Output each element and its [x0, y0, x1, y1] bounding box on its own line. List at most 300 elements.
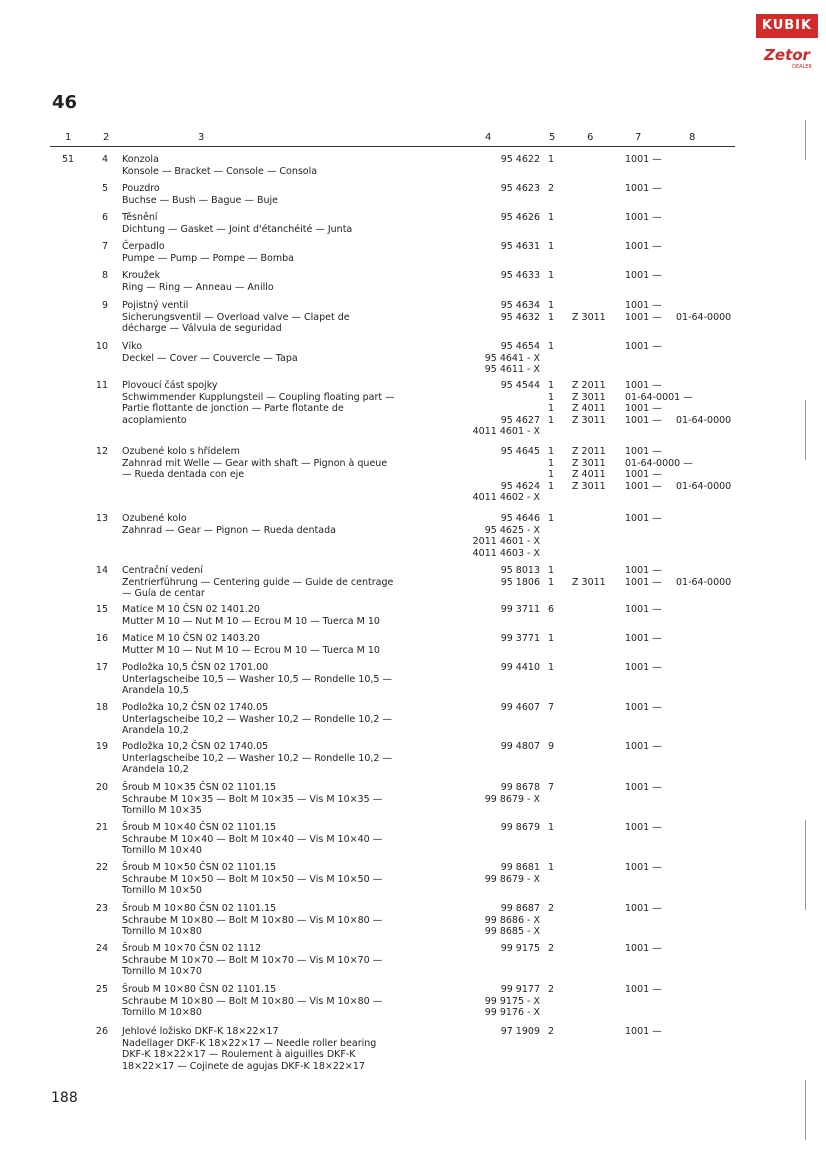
quantity-line: 2 [548, 903, 555, 914]
part-number [460, 154, 540, 166]
part-description-line: Deckel — Cover — Couvercle — Tapa [122, 352, 298, 364]
applicability-code [625, 300, 680, 323]
quantity-line: 2 [548, 1026, 555, 1037]
part-description [122, 862, 457, 897]
part-description-line: Tornillo M 10×50 [122, 885, 202, 896]
part-description [122, 380, 457, 426]
part-number [460, 903, 540, 938]
applicability-code [625, 633, 680, 645]
serial-number-line [676, 565, 756, 577]
quantity [548, 341, 560, 353]
part-number-line: 95 4622 [500, 154, 540, 165]
part-description [122, 702, 457, 737]
applicability-code-line: 1001 — [625, 741, 662, 752]
part-description-line: Podložka 10,5 ČSN 02 1701.00 [122, 662, 269, 673]
applicability-code-line: 01-64-0000 — [625, 457, 693, 469]
applicability-code [625, 565, 680, 588]
quantity [548, 604, 560, 616]
applicability-code-line: 1001 — [625, 414, 662, 426]
part-description [122, 822, 457, 857]
part-number-line: 95 4654 [500, 341, 540, 352]
part-number-line: 4011 4601 - X [472, 426, 540, 437]
part-number [460, 183, 540, 195]
model-note-line: Z 3011 [572, 391, 606, 403]
part-description [122, 604, 457, 627]
part-number-line: 95 4632 [500, 311, 540, 323]
applicability-code-line: 1001 — [625, 183, 662, 194]
model-note-line: Z 3011 [572, 576, 606, 588]
quantity [548, 984, 560, 996]
part-number-line: 99 8681 [500, 862, 540, 873]
margin-mark [805, 120, 806, 160]
model-note-line [572, 300, 622, 312]
applicability-code-line: 1001 — [625, 403, 662, 414]
quantity [548, 633, 560, 645]
model-note-line: Z 2011 [572, 380, 606, 391]
part-number-line: 95 4641 - X [484, 352, 540, 364]
position-number: 22 [95, 862, 108, 873]
part-description-line: Schraube M 10×80 — Bolt M 10×80 — Vis M 10×80 — [122, 995, 383, 1007]
part-number-line: 99 8686 - X [484, 914, 540, 926]
applicability-code [625, 662, 680, 674]
position-number: 5 [101, 183, 108, 194]
applicability-code-line: 1001 — [625, 270, 662, 281]
quantity [548, 903, 560, 915]
position-number: 18 [95, 702, 108, 713]
position-number: 21 [95, 822, 108, 833]
quantity [548, 741, 560, 753]
quantity-line: 1 [548, 300, 555, 311]
part-number [460, 212, 540, 224]
logo-kubik: KUBIK [756, 14, 818, 38]
part-description-line: Schraube M 10×80 — Bolt M 10×80 — Vis M 10×80 — [122, 914, 383, 926]
position-number: 6 [101, 212, 108, 223]
part-description [122, 446, 457, 481]
column-header: 5 [549, 132, 556, 143]
model-note-line [572, 565, 622, 577]
part-description [122, 154, 457, 177]
position-number: 7 [101, 241, 108, 252]
part-number-line: 95 4633 [500, 270, 540, 281]
position-number: 11 [95, 380, 108, 391]
part-description-line: Schraube M 10×35 — Bolt M 10×35 — Vis M 10×35 — [122, 793, 383, 805]
quantity [548, 513, 560, 525]
quantity [548, 565, 560, 588]
applicability-code-line: 1001 — [625, 212, 662, 223]
quantity [548, 241, 560, 253]
brand-logo [756, 14, 818, 74]
part-description-line: Centrační vedení [122, 565, 203, 576]
model-note [572, 300, 622, 323]
part-description-line: Arandela 10,2 [122, 725, 189, 736]
part-description-line: Jehlové ložisko DKF-K 18×22×17 [122, 1026, 279, 1037]
part-number [460, 513, 540, 559]
column-header: 4 [485, 132, 492, 143]
part-description [122, 241, 457, 264]
serial-number-line: 01-64-0000 [676, 311, 732, 323]
applicability-code-line: 1001 — [625, 380, 662, 391]
part-description-line: 18×22×17 — Cojinete de agujas DKF-K 18×22×17 [122, 1060, 365, 1072]
applicability-code-line: 1001 — [625, 903, 662, 914]
quantity-line: 1 [548, 822, 555, 833]
part-description-line: Šroub M 10×40 ČSN 02 1101.15 [122, 822, 277, 833]
serial-number-line [676, 446, 756, 458]
applicability-code [625, 154, 680, 166]
part-description-line: Podložka 10,2 ČSN 02 1740.05 [122, 702, 269, 713]
part-description-line: Mutter M 10 — Nut M 10 — Ecrou M 10 — Tuerca M 10 [122, 644, 380, 656]
part-number-line [460, 469, 540, 481]
part-number-line: 99 8679 [500, 822, 540, 833]
model-note-line: Z 4011 [572, 469, 606, 480]
part-description-line: Tornillo M 10×35 [122, 805, 202, 816]
part-description-line: Mutter M 10 — Nut M 10 — Ecrou M 10 — Tuerca M 10 [122, 615, 380, 627]
applicability-code-line: 1001 — [625, 565, 662, 576]
position-number: 25 [95, 984, 108, 995]
header-rule [50, 146, 735, 147]
part-number [460, 604, 540, 616]
part-description-line: Ozubené kolo [122, 513, 187, 524]
quantity-line: 6 [548, 604, 555, 615]
section-number: 46 [52, 92, 78, 113]
part-number-line: 4011 4602 - X [472, 492, 540, 503]
part-number-line: 95 4611 - X [484, 364, 540, 375]
part-number-line: 95 8013 [500, 565, 540, 576]
part-number [460, 446, 540, 504]
quantity-line: 9 [548, 741, 555, 752]
quantity [548, 1026, 560, 1038]
applicability-code [625, 446, 693, 492]
applicability-code-line: 1001 — [625, 513, 662, 524]
applicability-code-line: 1001 — [625, 1026, 662, 1037]
part-number-line: 99 8679 - X [484, 793, 540, 805]
part-description [122, 741, 457, 776]
quantity [548, 446, 560, 492]
part-description-line: Podložka 10,2 ČSN 02 1740.05 [122, 741, 269, 752]
part-description [122, 270, 457, 293]
serial-number-line [676, 403, 756, 415]
applicability-code-line: 1001 — [625, 480, 662, 492]
model-note [572, 446, 622, 492]
part-number-line: 95 4646 [500, 513, 540, 524]
part-description-line: Konsole — Bracket — Console — Consola [122, 165, 318, 177]
part-number-line: 4011 4603 - X [472, 547, 540, 559]
quantity [548, 300, 560, 323]
quantity-line: 2 [548, 943, 555, 954]
serial-number [676, 565, 756, 588]
applicability-code-line: 1001 — [625, 446, 662, 457]
applicability-code [625, 212, 680, 224]
part-description-line: Unterlagscheibe 10,5 — Washer 10,5 — Rondelle 10,5 — [122, 673, 392, 685]
quantity-line: 1 [548, 270, 555, 281]
part-description-line: Kroužek [122, 270, 161, 281]
applicability-code [625, 513, 680, 525]
part-description-line: Ozubené kolo s hřídelem [122, 446, 240, 457]
part-number [460, 1026, 540, 1038]
part-number [460, 741, 540, 753]
part-number-line: 99 9175 [500, 943, 540, 954]
part-description-line: Tornillo M 10×80 [122, 926, 202, 937]
part-description-line: Zahnrad mit Welle — Gear with shaft — Pignon à queue [122, 457, 388, 469]
part-description-line: — Guía de centar [122, 588, 205, 599]
part-description-line: Arandela 10,2 [122, 764, 189, 775]
position-number: 19 [95, 741, 108, 752]
part-description [122, 662, 457, 697]
applicability-code-line: 1001 — [625, 154, 662, 165]
part-description [122, 1026, 457, 1072]
quantity [548, 380, 560, 426]
applicability-code-line: 1001 — [625, 702, 662, 713]
part-number-line: 95 4645 [500, 446, 540, 457]
part-number-line: 99 9177 [500, 984, 540, 995]
quantity-line: 2 [548, 984, 555, 995]
position-number: 16 [95, 633, 108, 644]
applicability-code [625, 862, 680, 874]
part-number [460, 943, 540, 955]
part-number-line: 95 4634 [500, 300, 540, 311]
serial-number [676, 380, 756, 426]
quantity-line: 1 [548, 457, 555, 469]
applicability-code [625, 741, 680, 753]
part-number-line: 95 4625 - X [484, 524, 540, 536]
part-number [460, 662, 540, 674]
position-number: 4 [101, 154, 108, 165]
quantity-line: 1 [548, 446, 555, 457]
quantity-line: 1 [548, 633, 555, 644]
part-description-line: acoplamiento [122, 414, 187, 426]
applicability-code [625, 1026, 680, 1038]
part-description-line: Ring — Ring — Anneau — Anillo [122, 281, 274, 293]
part-description [122, 903, 457, 938]
model-note [572, 565, 622, 588]
applicability-code-line: 1001 — [625, 604, 662, 615]
part-description-line: Nadellager DKF-K 18×22×17 — Needle roller bearing [122, 1037, 377, 1049]
part-number [460, 380, 540, 438]
part-number-line: 99 9175 - X [484, 995, 540, 1007]
model-note-line: Z 4011 [572, 403, 606, 414]
serial-number-line: 01-64-0000 [676, 576, 732, 588]
quantity-line: 7 [548, 782, 555, 793]
applicability-code [625, 241, 680, 253]
part-number [460, 300, 540, 323]
quantity [548, 662, 560, 674]
part-description [122, 300, 457, 335]
part-description-line: Partie flottante de jonction — Parte flotante de [122, 403, 344, 414]
part-description-line: DKF-K 18×22×17 — Roulement à aiguilles DKF-K [122, 1049, 356, 1060]
quantity [548, 702, 560, 714]
part-number-line: 95 4631 [500, 241, 540, 252]
quantity-line: 1 [548, 391, 555, 403]
part-description-line: Unterlagscheibe 10,2 — Washer 10,2 — Rondelle 10,2 — [122, 713, 392, 725]
part-number-line [460, 458, 540, 470]
part-description-line: Šroub M 10×80 ČSN 02 1101.15 [122, 903, 277, 914]
applicability-code [625, 822, 680, 834]
applicability-code-line: 1001 — [625, 300, 662, 311]
part-number [460, 862, 540, 885]
part-number-line: 95 4623 [500, 183, 540, 194]
part-number [460, 702, 540, 714]
page-number: 188 [51, 1090, 78, 1106]
part-description-line: Čerpadlo [122, 241, 165, 252]
position-number: 26 [95, 1026, 108, 1037]
part-number-line: 95 4624 [500, 480, 540, 492]
model-note-line: Z 3011 [572, 457, 606, 469]
applicability-code-line: 01-64-0001 — [625, 391, 693, 403]
part-description-line: Matice M 10 ČSN 02 1403.20 [122, 633, 260, 644]
part-number-line: 99 4807 [500, 741, 540, 752]
figure-number: 51 [62, 154, 75, 165]
part-number-line [460, 403, 540, 415]
applicability-code [625, 903, 680, 915]
part-description-line: Schraube M 10×50 — Bolt M 10×50 — Vis M 10×50 — [122, 873, 383, 885]
model-note-line: Z 3011 [572, 311, 606, 323]
applicability-code-line: 1001 — [625, 576, 662, 588]
part-number [460, 241, 540, 253]
part-description-line: Plovoucí část spojky [122, 380, 218, 391]
part-description-line: Schraube M 10×40 — Bolt M 10×40 — Vis M 10×40 — [122, 833, 383, 845]
applicability-code-line: 1001 — [625, 469, 662, 480]
applicability-code [625, 380, 693, 426]
quantity-line: 1 [548, 380, 555, 391]
applicability-code [625, 270, 680, 282]
part-number-line: 2011 4601 - X [472, 536, 540, 547]
quantity-line: 7 [548, 702, 555, 713]
column-header: 6 [587, 132, 594, 143]
applicability-code-line: 1001 — [625, 633, 662, 644]
quantity-line: 1 [548, 154, 555, 165]
serial-number-line [676, 380, 756, 392]
serial-number-line [676, 458, 756, 470]
part-number-line: 97 1909 [500, 1026, 540, 1037]
margin-mark [805, 1080, 806, 1140]
quantity-line: 1 [548, 565, 555, 576]
applicability-code-line: 1001 — [625, 782, 662, 793]
applicability-code [625, 943, 680, 955]
model-note-line: Z 2011 [572, 446, 606, 457]
part-description [122, 513, 457, 536]
applicability-code [625, 702, 680, 714]
part-number-line: 95 1806 [500, 576, 540, 588]
quantity-line: 2 [548, 183, 555, 194]
part-description-line: Arandela 10,5 [122, 685, 189, 696]
part-number-line: 95 4544 [500, 380, 540, 391]
quantity-line: 1 [548, 576, 555, 588]
part-number-line: 99 8687 [500, 903, 540, 914]
serial-number-line [676, 469, 756, 481]
part-number [460, 822, 540, 834]
part-number [460, 565, 540, 588]
quantity-line: 1 [548, 403, 555, 414]
applicability-code [625, 984, 680, 996]
column-header-row [50, 132, 735, 146]
quantity [548, 183, 560, 195]
part-description-line: Konzola [122, 154, 159, 165]
quantity-line: 1 [548, 662, 555, 673]
part-number-line: 99 3711 [500, 604, 540, 615]
margin-mark [805, 820, 806, 910]
part-description-line: Schraube M 10×70 — Bolt M 10×70 — Vis M 10×70 — [122, 954, 383, 966]
position-number: 23 [95, 903, 108, 914]
quantity-line: 1 [548, 341, 555, 352]
quantity [548, 154, 560, 166]
part-number [460, 984, 540, 1019]
part-description [122, 633, 457, 656]
part-description-line: Dichtung — Gasket — Joint d'étanchéité — Junta [122, 223, 353, 235]
part-description-line: Pouzdro [122, 183, 160, 194]
part-description [122, 943, 457, 978]
part-description-line: Unterlagscheibe 10,2 — Washer 10,2 — Rondelle 10,2 — [122, 752, 392, 764]
part-description [122, 212, 457, 235]
part-number-line: 99 4607 [500, 702, 540, 713]
column-header: 3 [198, 132, 205, 143]
part-description-line: Buchse — Bush — Bague — Buje [122, 194, 278, 206]
quantity [548, 212, 560, 224]
part-description-line: Šroub M 10×70 ČSN 02 1112 [122, 943, 262, 954]
part-description-line: Šroub M 10×35 ČSN 02 1101.15 [122, 782, 277, 793]
part-description-line: Šroub M 10×80 ČSN 02 1101.15 [122, 984, 277, 995]
part-number-line: 99 4410 [500, 662, 540, 673]
part-number [460, 782, 540, 805]
part-description-line: Pumpe — Pump — Pompe — Bomba [122, 252, 294, 264]
applicability-code-line: 1001 — [625, 822, 662, 833]
serial-number-line: 01-64-0000 [676, 414, 732, 426]
part-number-line: 95 4627 [500, 414, 540, 426]
part-number-line: 99 9176 - X [484, 1007, 540, 1018]
quantity-line: 1 [548, 480, 555, 492]
part-description-line: Pojistný ventil [122, 300, 189, 311]
part-description [122, 565, 457, 600]
quantity-line: 1 [548, 212, 555, 223]
applicability-code-line: 1001 — [625, 862, 662, 873]
quantity-line: 1 [548, 311, 555, 323]
quantity [548, 270, 560, 282]
applicability-code-line: 1001 — [625, 311, 662, 323]
quantity [548, 862, 560, 874]
applicability-code [625, 782, 680, 794]
part-description-line: Schwimmender Kupplungsteil — Coupling floating part — [122, 391, 395, 403]
applicability-code [625, 341, 680, 353]
part-number-line: 95 4626 [500, 212, 540, 223]
column-header: 8 [689, 132, 696, 143]
column-header: 1 [65, 132, 72, 143]
part-description-line: Tornillo M 10×70 [122, 966, 202, 977]
part-number-line: 99 8678 [500, 782, 540, 793]
position-number: 20 [95, 782, 108, 793]
position-number: 12 [95, 446, 108, 457]
position-number: 9 [101, 300, 108, 311]
quantity [548, 782, 560, 794]
model-note-line: Z 3011 [572, 480, 606, 492]
part-number [460, 341, 540, 376]
position-number: 13 [95, 513, 108, 524]
logo-dealer: DEALER [792, 64, 812, 70]
serial-number [676, 446, 756, 492]
part-number [460, 270, 540, 282]
applicability-code-line: 1001 — [625, 241, 662, 252]
part-description-line: décharge — Válvula de seguridad [122, 323, 282, 334]
logo-zetor: Zetor [764, 46, 810, 64]
quantity-line: 1 [548, 241, 555, 252]
position-number: 24 [95, 943, 108, 954]
applicability-code [625, 183, 680, 195]
quantity [548, 943, 560, 955]
position-number: 14 [95, 565, 108, 576]
position-number: 17 [95, 662, 108, 673]
position-number: 15 [95, 604, 108, 615]
quantity [548, 822, 560, 834]
column-header: 2 [103, 132, 110, 143]
part-number-line: 99 8685 - X [484, 926, 540, 937]
column-header: 7 [635, 132, 642, 143]
